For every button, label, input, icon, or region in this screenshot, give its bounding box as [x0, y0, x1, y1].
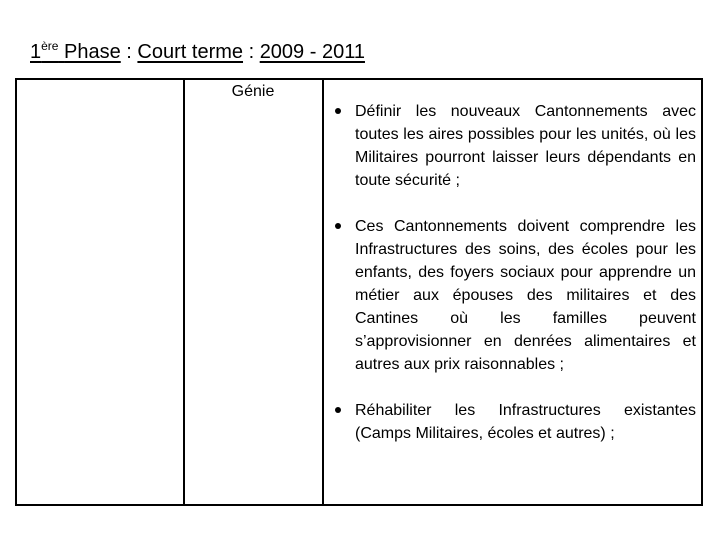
- list-item-text: Ces Cantonnements doivent comprendre les Infrastructures des soins, des écoles pour les enfants, des foyers sociaux pour apprendre un métier aux épouses des militaires et des Cantines où les familles peuvent s’approvisionner en denrées alimentaires et autres aux prix raisonnables ;: [355, 218, 696, 373]
- term-label: Court terme: [137, 41, 244, 63]
- column-divider: [183, 80, 185, 504]
- phase-label: Phase: [64, 41, 121, 63]
- action-list: [329, 100, 696, 468]
- bullet-icon: [335, 407, 341, 413]
- column-divider: [322, 80, 324, 504]
- list-item: [329, 215, 696, 376]
- heading-separator: :: [243, 41, 260, 63]
- phase-title: [30, 41, 121, 63]
- phase-ordinal: 1: [30, 41, 42, 63]
- bullet-icon: [335, 108, 341, 114]
- period-label: 2009 - 2011: [259, 41, 365, 63]
- column-label-genie: Génie: [231, 83, 275, 100]
- phase-ordinal-suffix: ère: [41, 39, 59, 53]
- list-item-text: Définir les nouveaux Cantonnements avec toutes les aires possibles pour les unités, où les Militaires pourront laisser leurs dépendants en toute sécurité ;: [355, 103, 696, 189]
- list-item: [329, 399, 696, 445]
- list-item-text: Réhabiliter les Infrastructures existantes (Camps Militaires, écoles et autres) ;: [355, 402, 696, 442]
- plan-table: [15, 78, 703, 506]
- heading-separator: :: [120, 41, 138, 63]
- list-item: [329, 100, 696, 192]
- phase-heading: [30, 38, 365, 66]
- bullet-icon: [335, 223, 341, 229]
